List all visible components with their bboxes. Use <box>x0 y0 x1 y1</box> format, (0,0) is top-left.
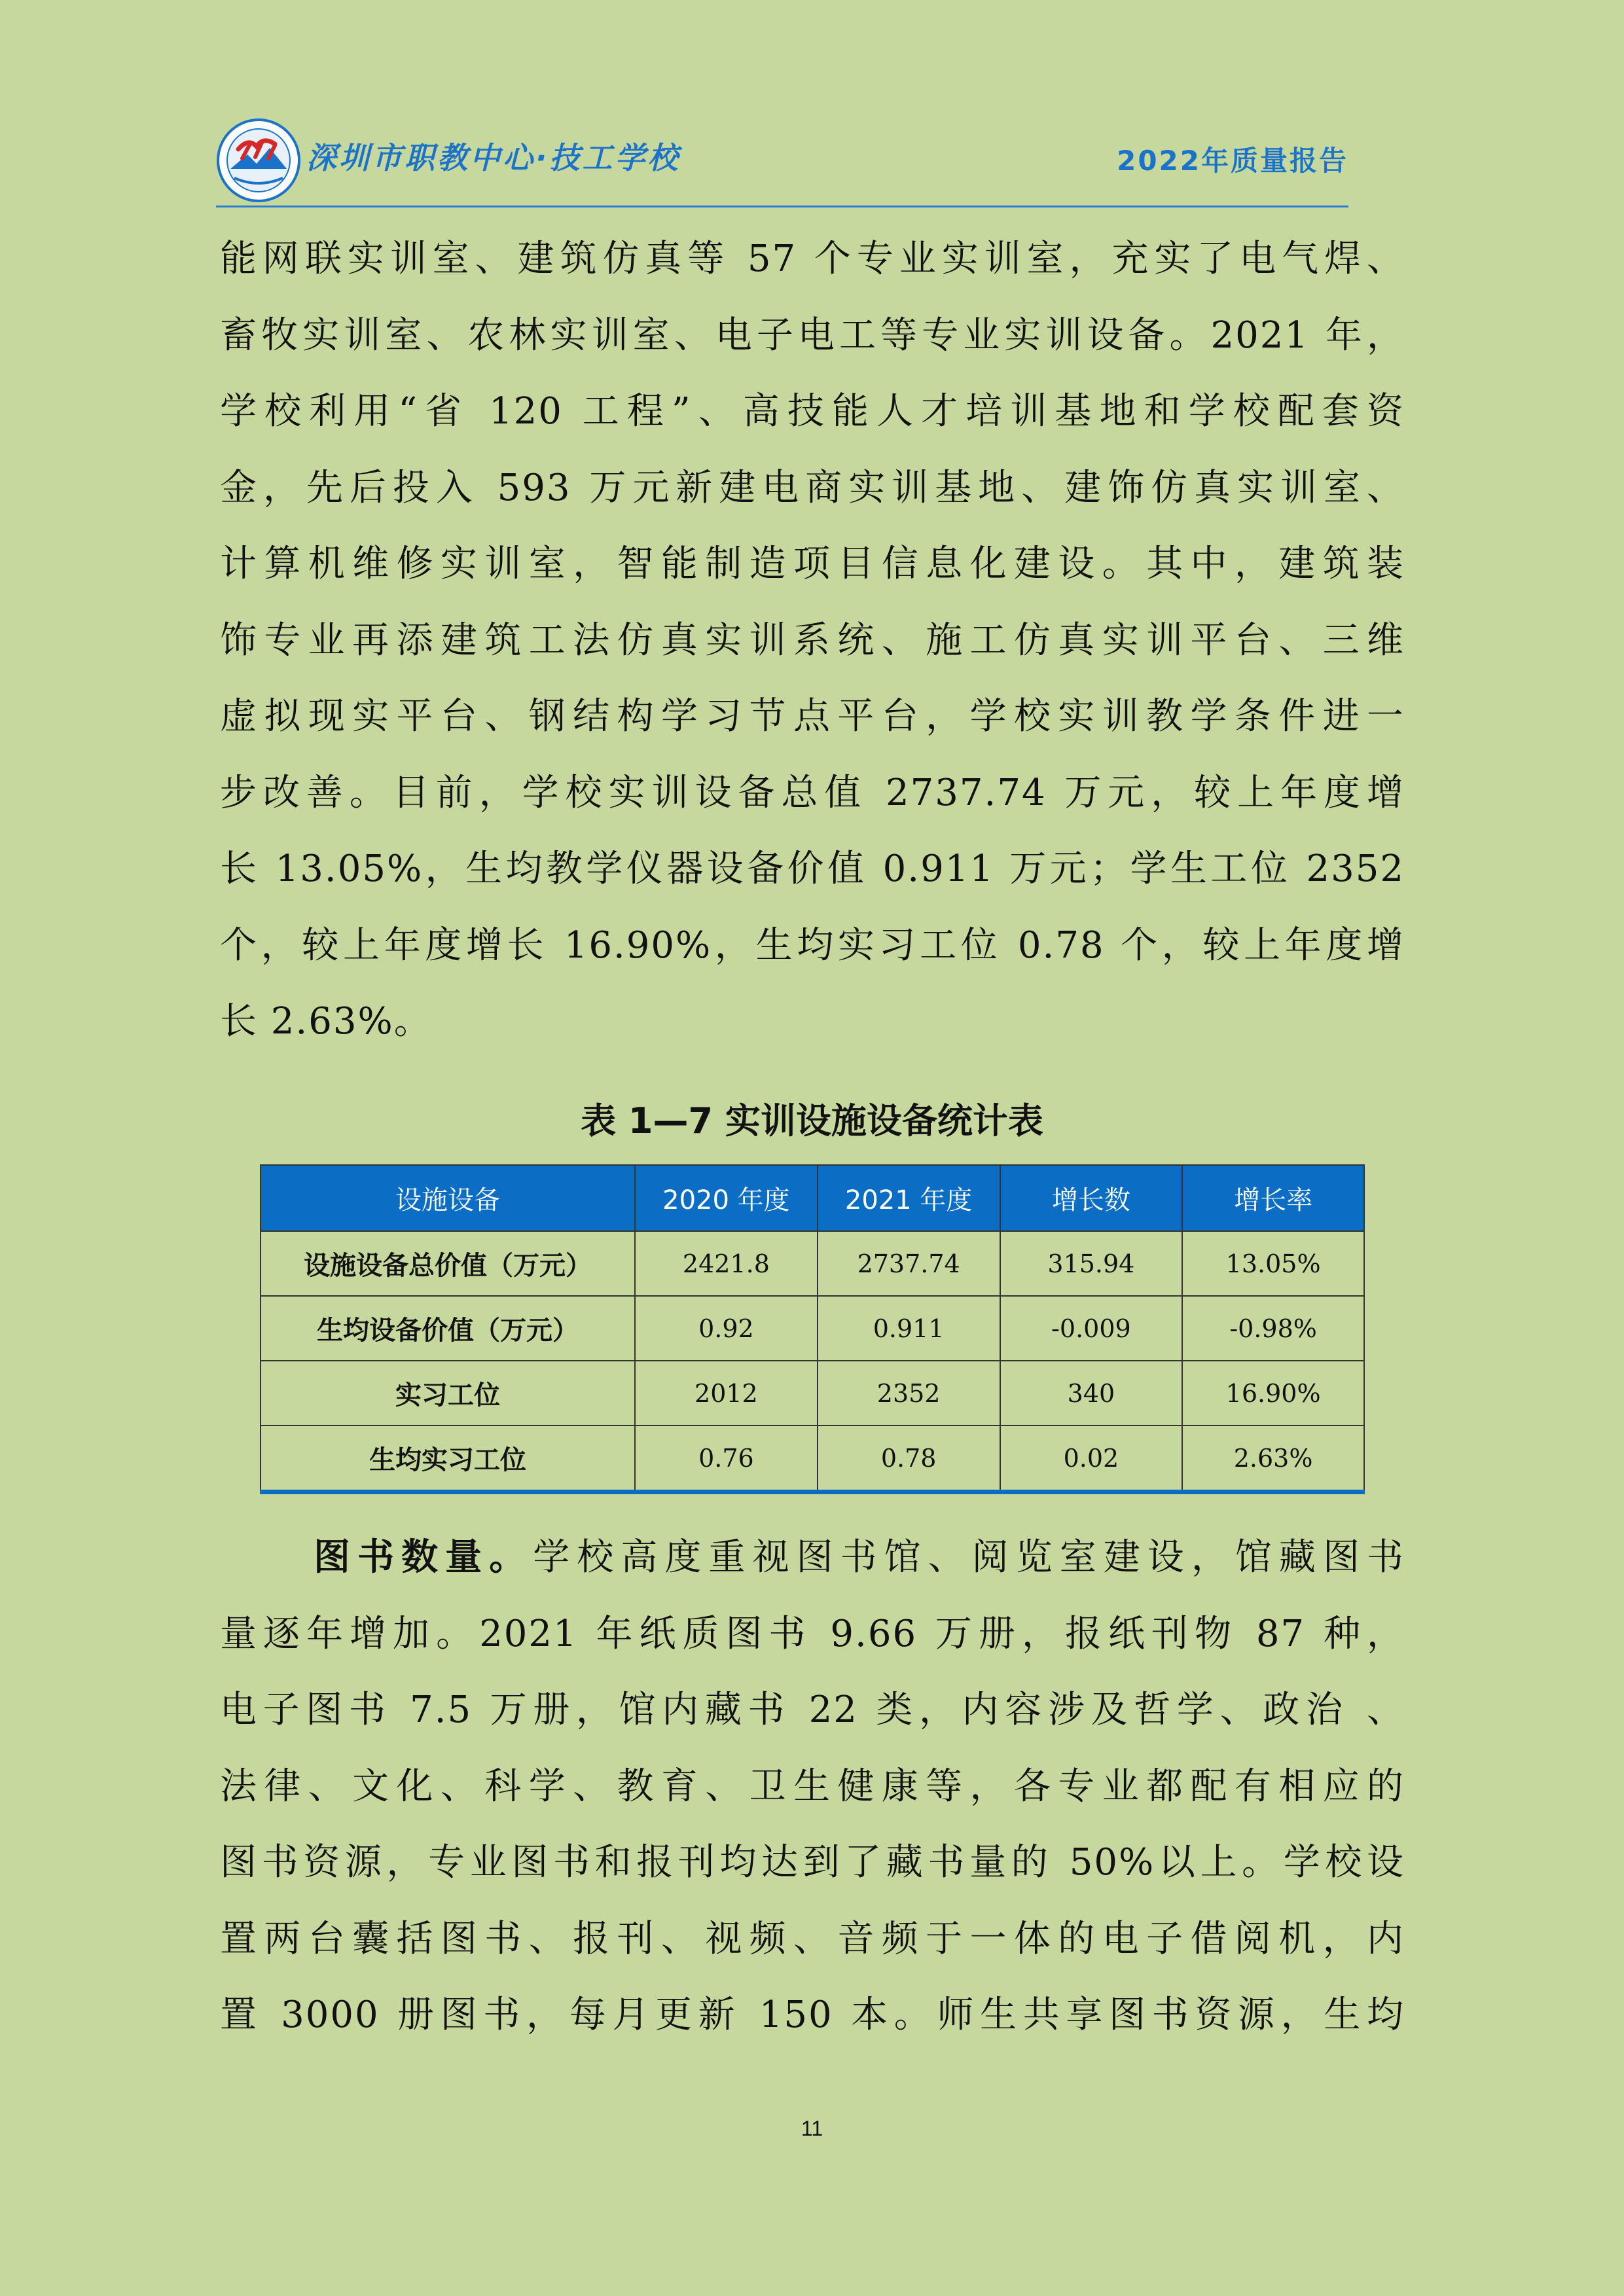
table-cell: 0.02 <box>1000 1426 1183 1492</box>
facilities-stats-table <box>260 1164 1365 1494</box>
table-cell: 0.76 <box>635 1426 818 1492</box>
table-cell: -0.009 <box>1000 1296 1183 1361</box>
page-header <box>216 115 1348 206</box>
text-line: 虚拟现实平台、钢结构学习节点平台，学校实训教学条件进一 <box>220 695 1405 738</box>
table-row <box>261 1426 1364 1492</box>
text-line: 畜牧实训室、农林实训室、电子电工等专业实训设备。2021 年， <box>220 314 1405 357</box>
table-cell: 2.63% <box>1182 1426 1364 1492</box>
row-label: 实习工位 <box>261 1361 635 1426</box>
school-logo-icon <box>216 118 301 203</box>
text-line: 长 13.05%，生均教学仪器设备价值 0.911 万元；学生工位 2352 <box>220 848 1405 890</box>
table-cell: 0.92 <box>635 1296 818 1361</box>
row-label: 生均实习工位 <box>261 1426 635 1492</box>
text-line: 个，较上年度增长 16.90%，生均实习工位 0.78 个，较上年度增 <box>220 924 1405 967</box>
column-header: 2020 年度 <box>635 1165 818 1231</box>
table-cell: 16.90% <box>1182 1361 1364 1426</box>
column-header: 设施设备 <box>261 1165 635 1231</box>
text-line: 能网联实训室、建筑仿真等 57 个专业实训室，充实了电气焊、 <box>220 238 1405 280</box>
text-line: 法律、文化、科学、教育、卫生健康等，各专业都配有相应的 <box>220 1765 1405 1808</box>
paragraph-library <box>220 1520 1405 2054</box>
row-label: 设施设备总价值（万元） <box>261 1231 635 1296</box>
text-line: 电子图书 7.5 万册，馆内藏书 22 类，内容涉及哲学、政治 、 <box>220 1689 1405 1731</box>
school-name: 深圳市职教中心·技工学校 <box>306 140 681 175</box>
paragraph-training-facilities <box>220 221 1405 1060</box>
text-line <box>220 1520 1405 1596</box>
table-cell: 2352 <box>818 1361 1000 1426</box>
column-header: 增长率 <box>1182 1165 1364 1231</box>
table-cell: 0.78 <box>818 1426 1000 1492</box>
column-header: 2021 年度 <box>818 1165 1000 1231</box>
table-cell: 2737.74 <box>818 1231 1000 1296</box>
table-row <box>261 1231 1364 1296</box>
table-cell: 2012 <box>635 1361 818 1426</box>
section-lead: 图书数量。 <box>308 1536 533 1579</box>
table-caption: 表 1—7 实训设施设备统计表 <box>581 1100 1043 1141</box>
text-line: 量逐年增加。2021 年纸质图书 9.66 万册，报纸刊物 87 种， <box>220 1612 1405 1655</box>
text-fragment: 学校高度重视图书馆、阅览室建设，馆藏图书 <box>533 1536 1405 1579</box>
table-row <box>261 1361 1364 1426</box>
text-line: 图书资源，专业图书和报刊均达到了藏书量的 50%以上。学校设 <box>220 1841 1405 1884</box>
page-number: 11 <box>801 2117 823 2140</box>
table-cell: 2421.8 <box>635 1231 818 1296</box>
table-cell: 13.05% <box>1182 1231 1364 1296</box>
column-header: 增长数 <box>1000 1165 1183 1231</box>
table-header-row <box>261 1165 1364 1231</box>
table-cell: 340 <box>1000 1361 1183 1426</box>
text-line: 计算机维修实训室，智能制造项目信息化建设。其中，建筑装 <box>220 543 1405 585</box>
text-line: 步改善。目前，学校实训设备总值 2737.74 万元，较上年度增 <box>220 771 1405 814</box>
table-cell: 315.94 <box>1000 1231 1183 1296</box>
text-line: 置 3000 册图书，每月更新 150 本。师生共享图书资源，生均 <box>220 1994 1405 2036</box>
text-line: 饰专业再添建筑工法仿真实训系统、施工仿真实训平台、三维 <box>220 619 1405 662</box>
header-divider <box>216 206 1348 207</box>
text-line: 长 2.63%。 <box>220 1000 432 1043</box>
table-row <box>261 1296 1364 1361</box>
text-line: 金，先后投入 593 万元新建电商实训基地、建饰仿真实训室、 <box>220 466 1405 509</box>
report-title: 2022年质量报告 <box>1117 145 1348 177</box>
table-cell: -0.98% <box>1182 1296 1364 1361</box>
text-line: 置两台囊括图书、报刊、视频、音频于一体的电子借阅机，内 <box>220 1917 1405 1960</box>
row-label: 生均设备价值（万元） <box>261 1296 635 1361</box>
text-line: 学校利用“省 120 工程”、高技能人才培训基地和学校配套资 <box>220 390 1405 433</box>
table-cell: 0.911 <box>818 1296 1000 1361</box>
